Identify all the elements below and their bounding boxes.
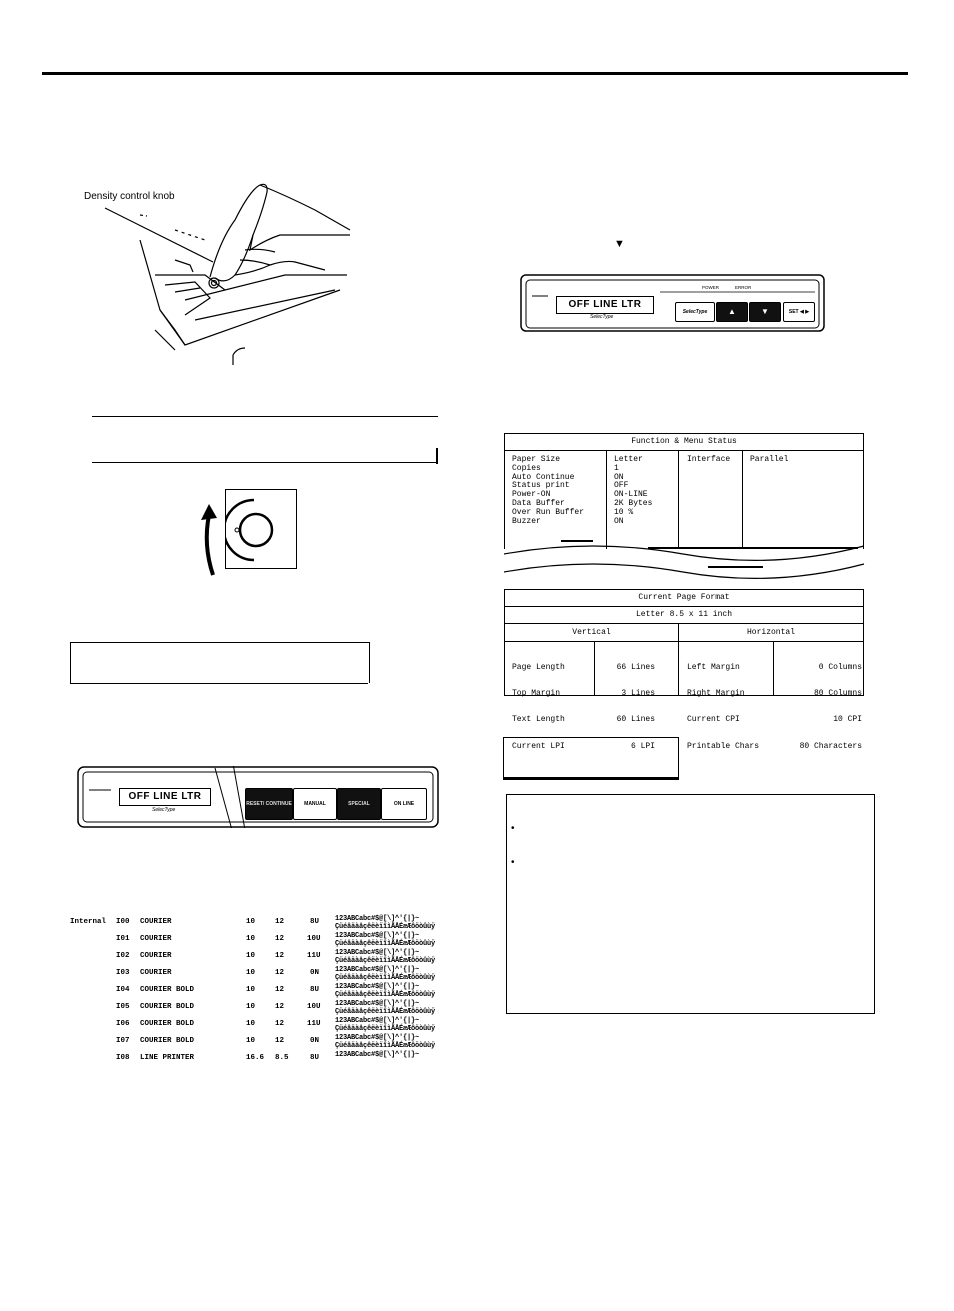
note-tab-rule [503, 777, 679, 780]
interface-value: Parallel [750, 455, 789, 464]
font-row: I08 LINE PRINTER 16.6 8.5 8U 123ABCabc#$@[\]^'{|}~ [116, 1051, 420, 1062]
font-row: I00 COURIER 10 12 8U 123ABCabc#$@[\]^'{|}~ ÇüéâäàåçêëèïîìÄÅÉæÆôöòûùÿ [116, 915, 436, 931]
lcd-display-right: OFF LINE LTR [556, 296, 654, 314]
font-row: I06 COURIER BOLD 10 12 11U 123ABCabc#$@[\]^'{|}~ ÇüéâäàåçêëèïîìÄÅÉæÆôöòûùÿ [116, 1017, 436, 1033]
font-row: I01 COURIER 10 12 10U 123ABCabc#$@[\]^'{|}~ ÇüéâäàåçêëèïîìÄÅÉæÆôöòûùÿ [116, 932, 436, 948]
selectype-brand-right: SelecType [590, 314, 614, 320]
font-row: I04 COURIER BOLD 10 12 8U 123ABCabc#$@[\]^'{|}~ ÇüéâäàåçêëèïîìÄÅÉæÆôöòûùÿ [116, 983, 436, 999]
status-labels: Paper Size Copies Auto Continue Status print Power-ON Data Buffer Over Run Buffer Buzzer [512, 455, 585, 526]
density-knob-label: Density control knob [84, 191, 175, 202]
note-bullet: • [511, 857, 515, 868]
font-row: I03 COURIER 10 12 0N 123ABCabc#$@[\]^'{|}~ ÇüéâäàåçêëèïîìÄÅÉæÆôöòûùÿ [116, 966, 436, 982]
set-button[interactable]: SET ◀ ▶ [783, 302, 815, 322]
down-button[interactable]: ▼ [749, 302, 781, 322]
on-line-button[interactable]: ON LINE [381, 788, 427, 820]
page-format-size: Letter 8.5 x 11 inch [505, 607, 863, 624]
interface-label: Interface [687, 455, 731, 464]
vertical-values: 66 Lines 3 Lines 60 Lines 6 LPI [616, 662, 655, 751]
control-panel-left [77, 766, 439, 828]
torn-paper-break [503, 540, 865, 584]
font-list-printout [70, 915, 442, 1065]
up-button[interactable]: ▲ [716, 302, 748, 322]
vertical-labels: Page Length Top Margin Text Length Current LPI [512, 662, 565, 751]
density-dial-diagram [225, 489, 297, 569]
control-panel-right [520, 274, 825, 332]
reset-continue-button[interactable]: RESET/ CONTINUE [245, 788, 293, 820]
status-values: Letter 1 ON OFF ON-LINE 2K Bytes 10 % ON [614, 455, 653, 526]
top-rule [42, 72, 908, 75]
dial-icon [226, 490, 296, 568]
horizontal-header: Horizontal [746, 628, 795, 637]
page-format-title: Current Page Format [505, 590, 863, 607]
special-button[interactable]: SPECIAL [337, 788, 381, 820]
note-tab [503, 737, 679, 780]
current-page-format [504, 589, 864, 751]
note-rule-top [92, 416, 438, 417]
heading-box-rule [70, 683, 368, 684]
manual-button[interactable]: MANUAL [293, 788, 337, 820]
down-arrow-icon: ▼ [614, 238, 625, 250]
horizontal-values: 0 Columns 80 Columns 10 CPI 80 Characters [799, 662, 862, 751]
heading-box [70, 642, 370, 683]
font-row: I05 COURIER BOLD 10 12 10U 123ABCabc#$@[\]^'{|}~ ÇüéâäàåçêëèïîìÄÅÉæÆôöòûùÿ [116, 1000, 436, 1016]
density-knob-illustration [85, 180, 365, 365]
lcd-display: OFF LINE LTR [119, 788, 211, 806]
font-group-label: Internal [70, 918, 107, 926]
note-bullet: • [511, 823, 515, 834]
error-indicator: ERROR [735, 285, 752, 290]
horizontal-labels: Left Margin Right Margin Current CPI Printable Chars [687, 662, 760, 751]
function-menu-status-sheet [504, 433, 864, 549]
selectype-button[interactable]: SelecType [675, 302, 715, 322]
note-rule-bottom [92, 462, 438, 463]
status-sheet-title: Function & Menu Status [505, 434, 863, 451]
power-indicator: POWER [702, 285, 720, 290]
note-rule-tick [436, 448, 438, 464]
vertical-header: Vertical [572, 628, 611, 637]
selectype-brand: SelecType [152, 807, 176, 813]
font-row: I07 COURIER BOLD 10 12 0N 123ABCabc#$@[\]^'{|}~ ÇüéâäàåçêëèïîìÄÅÉæÆôöòûùÿ [116, 1034, 436, 1050]
font-row: I02 COURIER 10 12 11U 123ABCabc#$@[\]^'{|}~ ÇüéâäàåçêëèïîìÄÅÉæÆôöòûùÿ [116, 949, 436, 965]
rotate-arrow-icon [195, 500, 225, 580]
note-box [506, 794, 875, 1014]
